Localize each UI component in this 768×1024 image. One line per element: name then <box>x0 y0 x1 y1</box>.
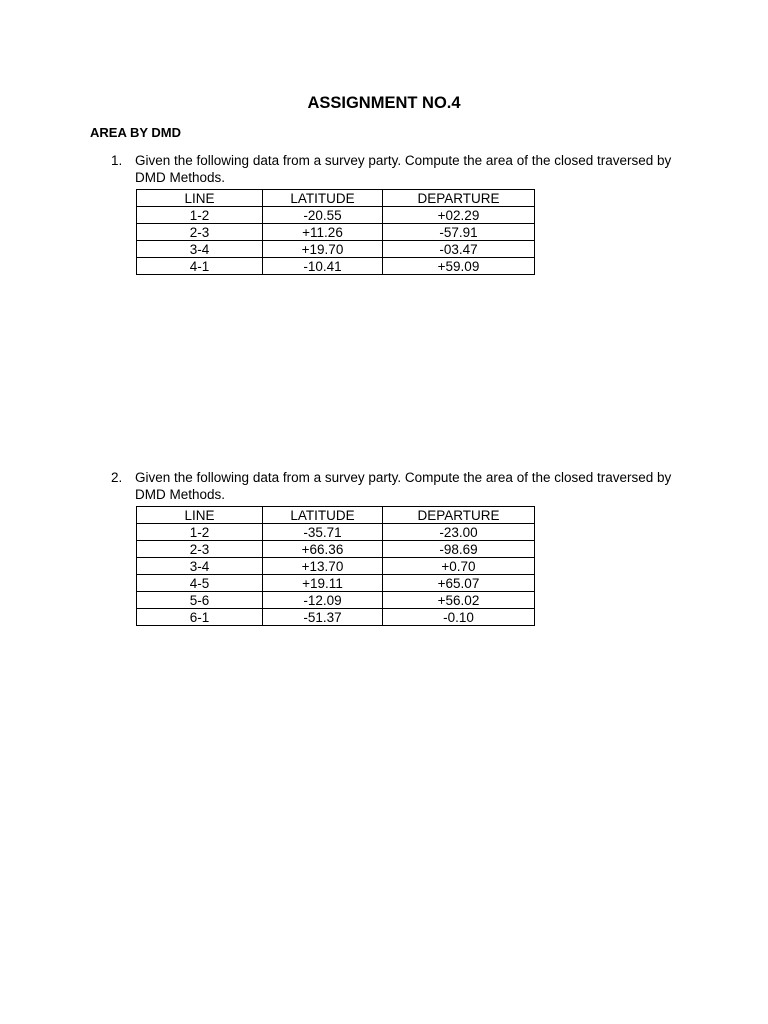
table-row <box>137 609 535 626</box>
cell-latitude: -51.37 <box>263 609 383 626</box>
cell-line: 6-1 <box>137 609 263 626</box>
question-number: 2. <box>111 470 123 485</box>
table-row <box>137 258 535 275</box>
cell-line: 4-5 <box>137 575 263 592</box>
cell-departure: -23.00 <box>383 524 535 541</box>
cell-departure: +02.29 <box>383 207 535 224</box>
table-header-row <box>137 507 535 524</box>
question-number: 1. <box>111 153 123 168</box>
cell-line: 3-4 <box>137 241 263 258</box>
table-row <box>137 592 535 609</box>
table-row <box>137 224 535 241</box>
question-text: Given the following data from a survey party. Compute the area of the closed traversed by DMD Methods. <box>135 153 672 185</box>
column-header-departure: DEPARTURE <box>383 190 535 207</box>
cell-departure: +59.09 <box>383 258 535 275</box>
cell-latitude: +19.70 <box>263 241 383 258</box>
cell-line: 2-3 <box>137 541 263 558</box>
cell-departure: -57.91 <box>383 224 535 241</box>
cell-departure: -03.47 <box>383 241 535 258</box>
table-header-row <box>137 190 535 207</box>
question-text: Given the following data from a survey party. Compute the area of the closed traversed by DMD Methods. <box>135 470 672 502</box>
table-row <box>137 241 535 258</box>
cell-line: 1-2 <box>137 207 263 224</box>
table-row <box>137 575 535 592</box>
cell-line: 2-3 <box>137 224 263 241</box>
column-header-departure: DEPARTURE <box>383 507 535 524</box>
cell-departure: +0.70 <box>383 558 535 575</box>
cell-departure: -0.10 <box>383 609 535 626</box>
cell-departure: +65.07 <box>383 575 535 592</box>
cell-line: 1-2 <box>137 524 263 541</box>
cell-line: 4-1 <box>137 258 263 275</box>
section-heading: AREA BY DMD <box>90 125 182 140</box>
column-header-latitude: LATITUDE <box>263 190 383 207</box>
cell-departure: +56.02 <box>383 592 535 609</box>
column-header-latitude: LATITUDE <box>263 507 383 524</box>
survey-table-2 <box>136 506 535 626</box>
table-row <box>137 541 535 558</box>
cell-line: 5-6 <box>137 592 263 609</box>
table-row <box>137 524 535 541</box>
cell-line: 3-4 <box>137 558 263 575</box>
column-header-line: LINE <box>137 190 263 207</box>
cell-latitude: -35.71 <box>263 524 383 541</box>
cell-latitude: -20.55 <box>263 207 383 224</box>
cell-latitude: -12.09 <box>263 592 383 609</box>
cell-latitude: +11.26 <box>263 224 383 241</box>
column-header-line: LINE <box>137 507 263 524</box>
cell-latitude: +13.70 <box>263 558 383 575</box>
page-title: ASSIGNMENT NO.4 <box>307 94 461 112</box>
table-row <box>137 207 535 224</box>
cell-departure: -98.69 <box>383 541 535 558</box>
table-row <box>137 558 535 575</box>
cell-latitude: -10.41 <box>263 258 383 275</box>
cell-latitude: +66.36 <box>263 541 383 558</box>
question-2 <box>111 469 691 503</box>
cell-latitude: +19.11 <box>263 575 383 592</box>
survey-table-1 <box>136 189 535 275</box>
question-1 <box>111 152 691 186</box>
